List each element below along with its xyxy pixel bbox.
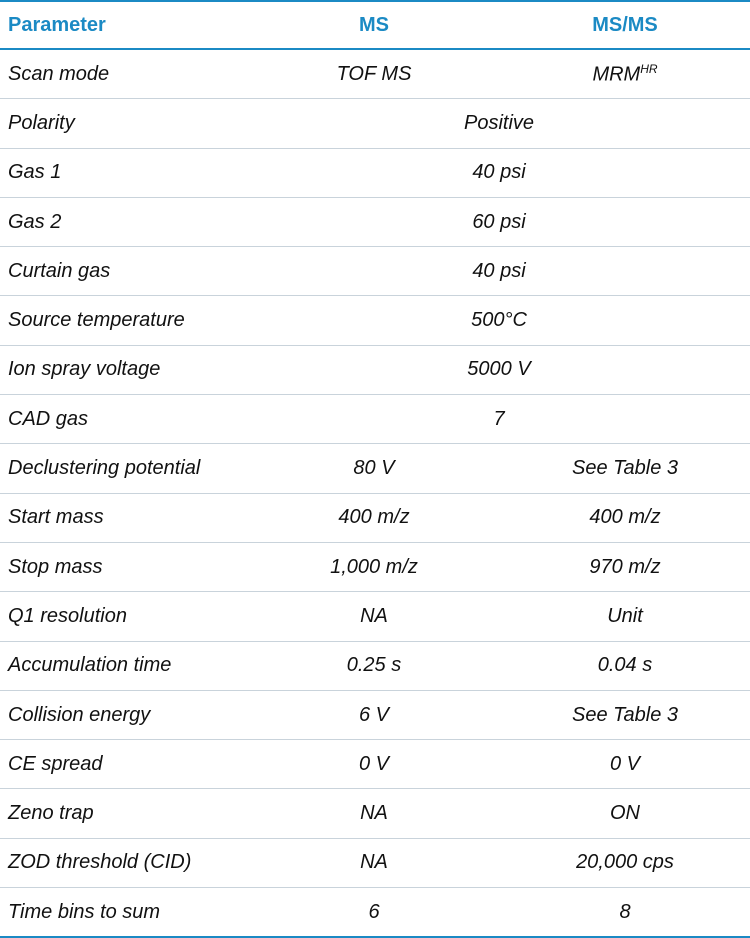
parameter-cell: Time bins to sum <box>0 888 248 937</box>
table-row <box>0 838 750 887</box>
table-row <box>0 247 750 296</box>
shared-value-cell: 7 <box>248 395 750 444</box>
table-row <box>0 197 750 246</box>
table-row <box>0 592 750 641</box>
table-row <box>0 50 750 99</box>
parameter-cell: Source temperature <box>0 296 248 345</box>
parameters-body <box>0 50 750 936</box>
parameter-cell: ZOD threshold (CID) <box>0 838 248 887</box>
msms-value-cell: 8 <box>500 888 750 937</box>
ms-value-cell: 400 m/z <box>248 493 500 542</box>
ms-value-cell: 1,000 m/z <box>248 542 500 591</box>
table-row <box>0 296 750 345</box>
table-row <box>0 148 750 197</box>
shared-value-cell: 40 psi <box>248 148 750 197</box>
msms-value-cell: Unit <box>500 592 750 641</box>
shared-value-cell: 40 psi <box>248 247 750 296</box>
parameter-cell: Scan mode <box>8 62 110 85</box>
ms-value-cell: 80 V <box>248 444 500 493</box>
parameter-cell: Collision energy <box>0 690 248 739</box>
parameter-cell: CE spread <box>0 740 248 789</box>
parameter-cell: Zeno trap <box>0 789 248 838</box>
parameter-cell: Gas 1 <box>0 148 248 197</box>
ms-value-cell: NA <box>248 838 500 887</box>
parameter-cell: Declustering potential <box>0 444 248 493</box>
parameter-cell: Ion spray voltage <box>0 345 248 394</box>
header-ms: MS <box>359 13 389 36</box>
parameter-cell: Gas 2 <box>0 197 248 246</box>
header-parameter: Parameter <box>8 13 106 36</box>
table-row <box>0 789 750 838</box>
parameters-grid <box>0 2 750 48</box>
shared-value-cell: 5000 V <box>248 345 750 394</box>
parameter-cell: Stop mass <box>0 542 248 591</box>
msms-value-cell: 970 m/z <box>500 542 750 591</box>
msms-value-superscript: HR <box>640 61 658 76</box>
parameter-cell: Polarity <box>0 99 248 148</box>
msms-value-base: MRM <box>592 63 641 86</box>
msms-value-cell <box>500 50 750 99</box>
ms-value-cell: 6 <box>248 888 500 937</box>
parameter-cell: Q1 resolution <box>0 592 248 641</box>
table-row <box>0 99 750 148</box>
parameter-cell: Accumulation time <box>0 641 248 690</box>
ms-value-cell: 0.25 s <box>248 641 500 690</box>
ms-value-cell: 6 V <box>248 690 500 739</box>
shared-value-cell: 500°C <box>248 296 750 345</box>
header-msms: MS/MS <box>592 13 658 36</box>
msms-value-cell: ON <box>500 789 750 838</box>
parameter-cell: CAD gas <box>0 395 248 444</box>
header-row <box>0 2 750 48</box>
ms-value-cell: TOF MS <box>336 62 412 85</box>
msms-value-cell: See Table 3 <box>500 444 750 493</box>
shared-value-cell: 60 psi <box>248 197 750 246</box>
parameter-cell: Curtain gas <box>0 247 248 296</box>
table-row <box>0 542 750 591</box>
msms-value-cell: 0.04 s <box>500 641 750 690</box>
table-row <box>0 641 750 690</box>
table-row <box>0 444 750 493</box>
table-row <box>0 888 750 937</box>
shared-value-cell: Positive <box>248 99 750 148</box>
ms-value-cell: NA <box>248 592 500 641</box>
msms-value-cell: See Table 3 <box>500 690 750 739</box>
ms-value-cell: NA <box>248 789 500 838</box>
table-row <box>0 740 750 789</box>
msms-value-cell: 0 V <box>500 740 750 789</box>
msms-value-cell: 20,000 cps <box>500 838 750 887</box>
table-row <box>0 690 750 739</box>
table-row <box>0 395 750 444</box>
ms-value-cell: 0 V <box>248 740 500 789</box>
table-row <box>0 493 750 542</box>
parameter-cell: Start mass <box>0 493 248 542</box>
msms-value-cell: 400 m/z <box>500 493 750 542</box>
table-row <box>0 345 750 394</box>
